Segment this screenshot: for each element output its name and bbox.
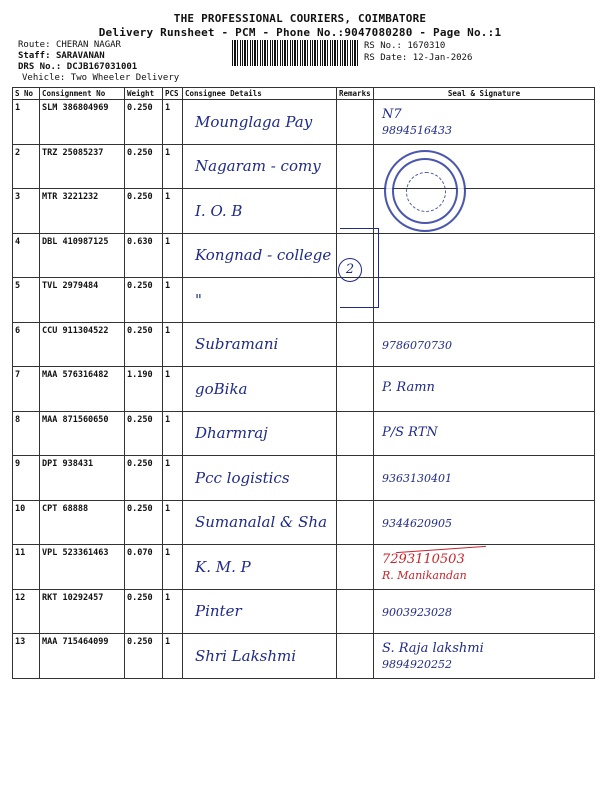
signature-text: 7293110503 (382, 551, 465, 567)
remarks-cell (337, 322, 374, 367)
consignee-cell: " (183, 278, 337, 323)
runsheet-table (12, 87, 595, 679)
sno-cell: 3 (13, 189, 40, 234)
weight-cell: 0.250 (125, 589, 163, 634)
consignment-no-cell: CCU 911304522 (40, 322, 125, 367)
drs-value: DCJB167031001 (66, 62, 138, 72)
pcs-cell: 1 (163, 322, 183, 367)
seal-center (406, 172, 446, 212)
weight-cell: 0.250 (125, 278, 163, 323)
signature-note: R. Manikandan (382, 568, 467, 582)
col-signature: Seal & Signature (374, 88, 595, 100)
weight-cell: 0.250 (125, 411, 163, 456)
remarks-cell (337, 100, 374, 145)
consignee-cell: Dharmraj (183, 411, 337, 456)
signature-cell (374, 322, 595, 367)
remarks-cell (337, 634, 374, 679)
table-row (13, 367, 595, 412)
remarks-cell (337, 545, 374, 590)
route-label: Route: (18, 40, 51, 50)
company-title: THE PROFESSIONAL COURIERS, COIMBATORE (173, 12, 427, 25)
signature-text: P/S RTN (382, 424, 438, 440)
signature-text: P. Ramn (382, 380, 435, 396)
consignee-cell: goBika (183, 367, 337, 412)
pcs-cell: 1 (163, 634, 183, 679)
pcs-cell: 1 (163, 144, 183, 189)
sno-cell: 2 (13, 144, 40, 189)
table-row (13, 500, 595, 545)
rs-date-label: RS Date: (364, 53, 408, 63)
weight-cell: 0.250 (125, 189, 163, 234)
vehicle-label: Vehicle: (22, 73, 66, 83)
circled-number: 2 (338, 258, 362, 282)
sno-cell: 9 (13, 456, 40, 501)
weight-cell: 0.070 (125, 545, 163, 590)
signature-note: 9786070730 (382, 338, 452, 352)
table-row (13, 589, 595, 634)
weight-cell: 1.190 (125, 367, 163, 412)
consignee-cell: Nagaram - comy (183, 144, 337, 189)
route-line (18, 40, 121, 51)
rs-date-line (364, 53, 472, 64)
sno-cell: 6 (13, 322, 40, 367)
sno-cell: 13 (13, 634, 40, 679)
rs-date-value: 12-Jan-2026 (412, 53, 473, 63)
table-header-row (13, 88, 595, 100)
signature-note: 9894920252 (382, 657, 452, 671)
remarks-cell (337, 189, 374, 234)
consignee-cell: Shri Lakshmi (183, 634, 337, 679)
table-row (13, 278, 595, 323)
consignee-cell: Pinter (183, 589, 337, 634)
signature-cell (374, 100, 595, 145)
consignee-cell: I. O. B (183, 189, 337, 234)
vehicle-line (22, 73, 179, 84)
weight-cell: 0.250 (125, 500, 163, 545)
remarks-cell (337, 411, 374, 456)
consignee-cell: Kongnad - college (183, 233, 337, 278)
col-weight: Weight (125, 88, 163, 100)
pcs-cell: 1 (163, 233, 183, 278)
consignee-cell: Pcc logistics (183, 456, 337, 501)
signature-note: 9894516433 (382, 123, 452, 137)
barcode (232, 40, 358, 66)
staff-value: SARAVANAN (55, 51, 105, 61)
sno-cell: 8 (13, 411, 40, 456)
company-seal (384, 150, 466, 232)
remarks-cell (337, 589, 374, 634)
consignment-no-cell: DBL 410987125 (40, 233, 125, 278)
signature-cell (374, 456, 595, 501)
vehicle-value: Two Wheeler Delivery (70, 73, 180, 83)
table-row (13, 322, 595, 367)
sno-cell: 4 (13, 233, 40, 278)
consignment-no-cell: SLM 386804969 (40, 100, 125, 145)
pcs-cell: 1 (163, 367, 183, 412)
table-row (13, 456, 595, 501)
table-row (13, 411, 595, 456)
col-consignee: Consignee Details (183, 88, 337, 100)
signature-note: 9003923028 (382, 605, 452, 619)
rs-no-line (364, 41, 445, 52)
signature-cell (374, 634, 595, 679)
signature-cell (374, 411, 595, 456)
pcs-cell: 1 (163, 189, 183, 234)
weight-cell: 0.250 (125, 100, 163, 145)
consignment-no-cell: MAA 871560650 (40, 411, 125, 456)
rs-no-value: 1670310 (407, 41, 446, 51)
consignment-no-cell: RKT 10292457 (40, 589, 125, 634)
consignment-no-cell: MAA 576316482 (40, 367, 125, 412)
signature-note: 9344620905 (382, 516, 452, 530)
consignment-no-cell: DPI 938431 (40, 456, 125, 501)
pcs-cell: 1 (163, 100, 183, 145)
table-row (13, 189, 595, 234)
signature-note: 9363130401 (382, 472, 452, 486)
sno-cell: 12 (13, 589, 40, 634)
staff-line (18, 51, 105, 62)
remarks-cell (337, 500, 374, 545)
table-row (13, 100, 595, 145)
consignment-no-cell: TVL 2979484 (40, 278, 125, 323)
remarks-cell (337, 456, 374, 501)
drs-label: DRS No.: (18, 62, 62, 72)
signature-cell (374, 233, 595, 278)
pcs-cell: 1 (163, 500, 183, 545)
col-remarks: Remarks (337, 88, 374, 100)
sno-cell: 11 (13, 545, 40, 590)
sno-cell: 10 (13, 500, 40, 545)
signature-cell (374, 278, 595, 323)
consignment-no-cell: MAA 715464099 (40, 634, 125, 679)
sno-cell: 1 (13, 100, 40, 145)
weight-cell: 0.250 (125, 634, 163, 679)
drs-line (18, 62, 137, 73)
weight-cell: 0.250 (125, 144, 163, 189)
sno-cell: 7 (13, 367, 40, 412)
runsheet-subtitle: Delivery Runsheet - PCM - Phone No.:9047080280 - Page No.:1 (98, 26, 502, 39)
remarks-cell (337, 367, 374, 412)
pcs-cell: 1 (163, 278, 183, 323)
signature-text: N7 (382, 106, 402, 122)
pcs-cell: 1 (163, 545, 183, 590)
table-row (13, 233, 595, 278)
pcs-cell: 1 (163, 589, 183, 634)
sno-cell: 5 (13, 278, 40, 323)
consignee-cell: Sumanalal & Sha (183, 500, 337, 545)
signature-cell (374, 500, 595, 545)
signature-cell (374, 367, 595, 412)
staff-label: Staff: (18, 51, 51, 61)
signature-text: S. Raja lakshmi (382, 640, 484, 656)
consignee-cell: K. M. P (183, 545, 337, 590)
col-pcs: PCS (163, 88, 183, 100)
col-sno: S No (13, 88, 40, 100)
route-value: CHERAN NAGAR (55, 40, 121, 50)
consignment-no-cell: TRZ 25085237 (40, 144, 125, 189)
remarks-cell (337, 144, 374, 189)
table-row (13, 545, 595, 590)
weight-cell: 0.250 (125, 322, 163, 367)
consignment-no-cell: CPT 68888 (40, 500, 125, 545)
consignee-cell: Subramani (183, 322, 337, 367)
signature-cell (374, 589, 595, 634)
col-consignment: Consignment No (40, 88, 125, 100)
weight-cell: 0.630 (125, 233, 163, 278)
rs-no-label: RS No.: (364, 41, 402, 51)
consignee-cell: Mounglaga Pay (183, 100, 337, 145)
table-row (13, 634, 595, 679)
pcs-cell: 1 (163, 456, 183, 501)
consignment-no-cell: VPL 523361463 (40, 545, 125, 590)
consignment-no-cell: MTR 3221232 (40, 189, 125, 234)
weight-cell: 0.250 (125, 456, 163, 501)
pcs-cell: 1 (163, 411, 183, 456)
table-row (13, 144, 595, 189)
